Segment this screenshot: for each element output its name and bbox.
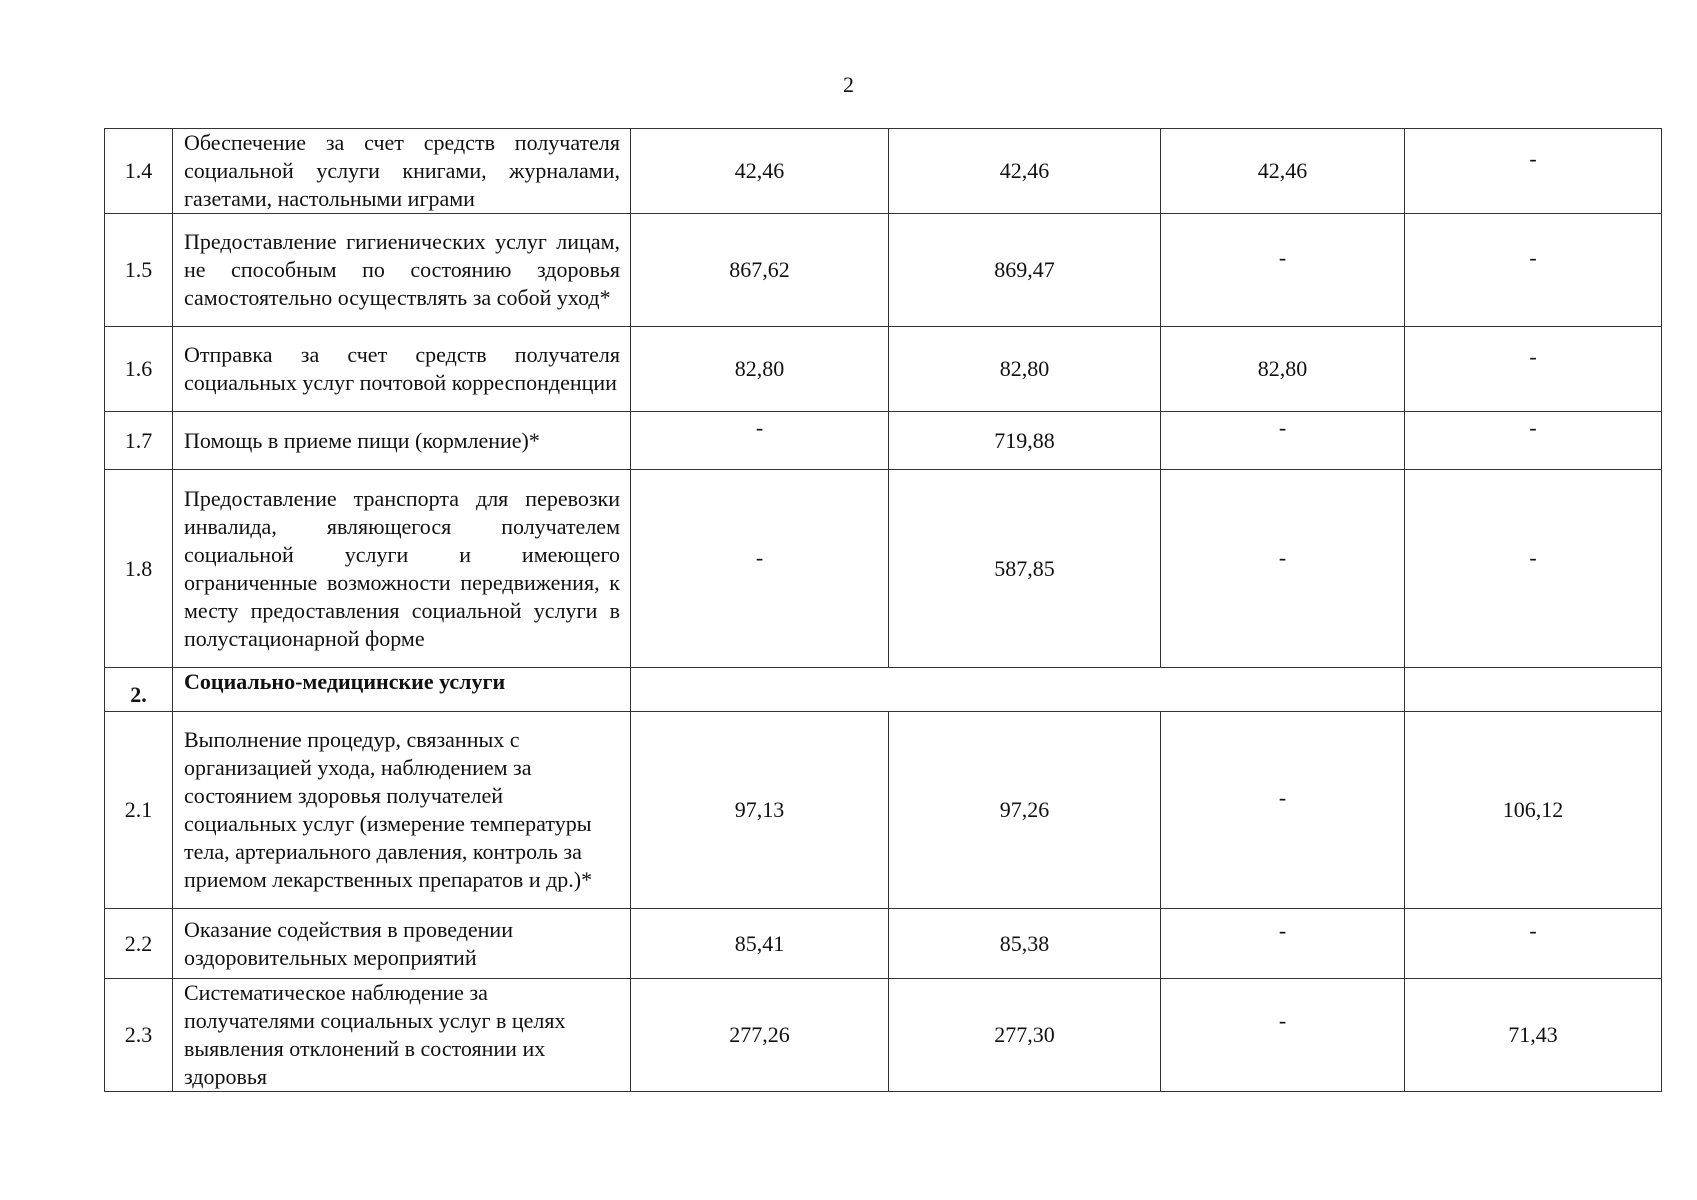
- value-cell: 82,80: [1161, 327, 1405, 412]
- table-row: [105, 327, 1662, 412]
- value-cell: 42,46: [889, 129, 1161, 214]
- section-title: Социально-медицинские услуги: [173, 668, 631, 712]
- service-name: Отправка за счет средств получателя социальных услуг почтовой корреспонденции: [173, 327, 631, 412]
- table-row: [105, 470, 1662, 668]
- value-cell: 42,46: [631, 129, 889, 214]
- value-cell: 867,62: [631, 214, 889, 327]
- value-cell: 85,38: [889, 909, 1161, 979]
- row-number: 1.6: [105, 327, 173, 412]
- value-cell: 85,41: [631, 909, 889, 979]
- section-blank-cell: [1405, 668, 1662, 712]
- value-cell: 42,46: [1161, 129, 1405, 214]
- row-number: 2.1: [105, 712, 173, 909]
- value-cell: 277,30: [889, 979, 1161, 1092]
- value-cell: 869,47: [889, 214, 1161, 327]
- value-cell: -: [1161, 979, 1405, 1092]
- value-cell: 719,88: [889, 412, 1161, 470]
- section-header-row: [105, 668, 1662, 712]
- row-number: 2.2: [105, 909, 173, 979]
- value-cell: -: [1405, 909, 1662, 979]
- table-row: [105, 979, 1662, 1092]
- value-cell: -: [1405, 412, 1662, 470]
- value-cell: -: [1161, 909, 1405, 979]
- value-cell: -: [1405, 470, 1662, 668]
- service-name: Выполнение процедур, связанных с организацией ухода, наблюдением за состоянием здоровья получателей социальных услуг (измерение температуры тела, артериального давления, контроль за приемом лекарственных препаратов и др.)*: [173, 712, 631, 909]
- value-cell: 277,26: [631, 979, 889, 1092]
- value-cell: -: [1405, 214, 1662, 327]
- service-name: Предоставление гигиенических услуг лицам, не способным по состоянию здоровья самостоятельно осуществлять за собой уход*: [173, 214, 631, 327]
- row-number: 1.7: [105, 412, 173, 470]
- table-row: [105, 214, 1662, 327]
- value-cell: 106,12: [1405, 712, 1662, 909]
- value-cell: -: [1405, 129, 1662, 214]
- value-cell: 587,85: [889, 470, 1161, 668]
- value-cell: -: [1405, 327, 1662, 412]
- row-number: 2.3: [105, 979, 173, 1092]
- value-cell: 82,80: [889, 327, 1161, 412]
- page-number: 2: [843, 72, 854, 97]
- service-name: Предоставление транспорта для перевозки инвалида, являющегося получателем социальной услуги и имеющего ограниченные возможности передвижения, к месту предоставления социальной услуги в полустационарной форме: [173, 470, 631, 668]
- section-number: 2.: [105, 668, 173, 712]
- table-row: [105, 129, 1662, 214]
- service-name: Обеспечение за счет средств получателя социальной услуги книгами, журналами, газетами, настольными играми: [173, 129, 631, 214]
- value-cell: -: [1161, 214, 1405, 327]
- service-name: Систематическое наблюдение за получателями социальных услуг в целях выявления отклонений в состоянии их здоровья: [173, 979, 631, 1092]
- section-blank-cell: [631, 668, 1405, 712]
- value-cell: -: [631, 470, 889, 668]
- value-cell: 97,26: [889, 712, 1161, 909]
- row-number: 1.8: [105, 470, 173, 668]
- row-number: 1.5: [105, 214, 173, 327]
- service-name: Оказание содействия в проведении оздоровительных мероприятий: [173, 909, 631, 979]
- value-cell: 71,43: [1405, 979, 1662, 1092]
- row-number: 1.4: [105, 129, 173, 214]
- services-table: [104, 128, 1662, 1092]
- service-name: Помощь в приеме пищи (кормление)*: [173, 412, 631, 470]
- value-cell: -: [631, 412, 889, 470]
- table-row: [105, 712, 1662, 909]
- table-row: [105, 412, 1662, 470]
- value-cell: 97,13: [631, 712, 889, 909]
- table-row: [105, 909, 1662, 979]
- value-cell: -: [1161, 470, 1405, 668]
- value-cell: -: [1161, 712, 1405, 909]
- value-cell: -: [1161, 412, 1405, 470]
- value-cell: 82,80: [631, 327, 889, 412]
